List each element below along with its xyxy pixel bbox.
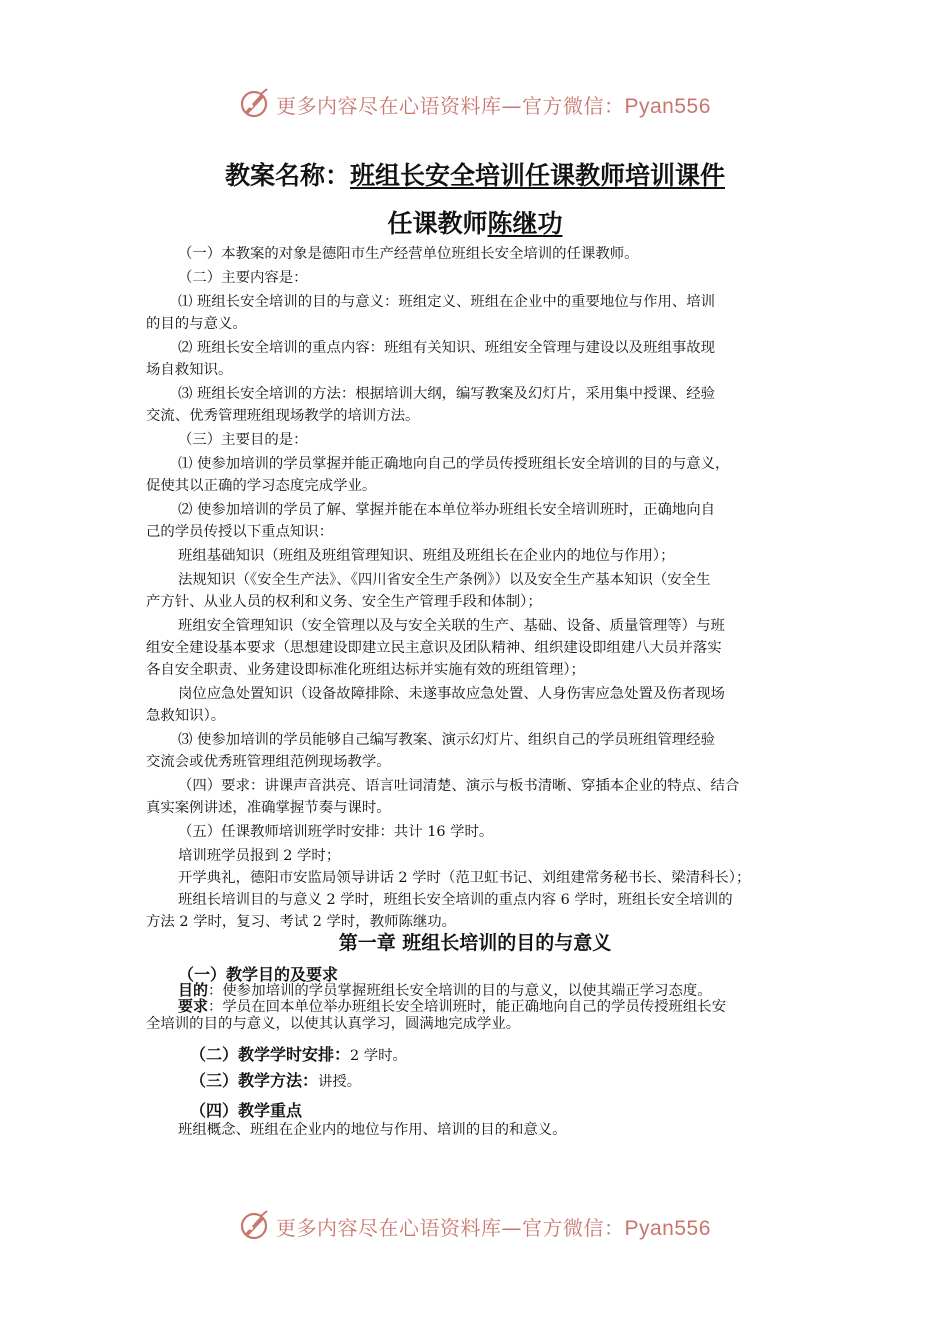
instructor-subtitle: 任课教师陈继功 — [387, 209, 563, 238]
pen-quill-logo-icon — [237, 1208, 271, 1242]
intro-line: 法规知识（《安全生产法》、《四川省安全生产条例》）以及安全生产基本知识（安全生 — [178, 572, 711, 588]
goal-label: 目的 — [178, 981, 209, 999]
intro-line: 各自安全职责、业务建设即标准化班组达标并实施有效的班组管理）； — [146, 662, 585, 678]
pen-quill-logo-icon — [237, 86, 271, 120]
key-points-text: 班组概念、班组在企业内的地位与作用、培训的目的和意义。 — [178, 1122, 567, 1138]
intro-line: ⑶ 班组长安全培训的方法：根据培训大纲，编写教案及幻灯片，采用集中授课、经验 — [178, 386, 716, 402]
intro-line: 交流、优秀管理班组现场教学的培训方法。 — [146, 408, 420, 424]
watermark-text: 更多内容尽在心语资料库—官方微信：Pyan556 — [276, 94, 711, 118]
intro-line: 急救知识）。 — [146, 708, 226, 724]
section-heading-method: （三）教学方法：讲授。 — [190, 1071, 362, 1090]
section-heading-objectives: （一）教学目的及要求 — [178, 965, 339, 984]
chapter-title: 第一章 班组长培训的目的与意义 — [338, 932, 612, 954]
intro-line: 促使其以正确的学习态度完成学业。 — [146, 478, 377, 494]
intro-line: ⑵ 班组长安全培训的重点内容：班组有关知识、班组安全管理与建设以及班组事故现 — [178, 340, 716, 356]
intro-line: （四）要求：讲课声音洪亮、语言吐词清楚、演示与板书清晰、穿插本企业的特点、结合 — [178, 778, 740, 794]
intro-line: 的目的与意义。 — [146, 316, 247, 332]
requirement-line-cont: 全培训的目的与意义，以使其认真学习，圆满地完成学业。 — [146, 1016, 521, 1032]
requirement-line: 要求：学员在回本单位举办班组长安全培训班时，能正确地向自己的学员传授班组长安 — [178, 997, 727, 1015]
intro-line: （二）主要内容是： — [178, 270, 308, 286]
intro-line: 班组长培训目的与意义 2 学时，班组长安全培训的重点内容 6 学时，班组长安全培训的 — [178, 892, 733, 908]
document-title: 教案名称：班组长安全培训任课教师培训课件 — [224, 161, 726, 190]
intro-line: ⑶ 使参加培训的学员能够自己编写教案、演示幻灯片、组织自己的学员班组管理经验 — [178, 732, 716, 748]
intro-line: 场自救知识。 — [146, 362, 233, 378]
intro-line: 己的学员传授以下重点知识： — [146, 524, 334, 540]
intro-line: 岗位应急处置知识（设备故障排除、未遂事故应急处置、人身伤害应急处置及伤者现场 — [178, 686, 725, 702]
intro-line: 班组安全管理知识（安全管理以及与安全关联的生产、基础、设备、质量管理等）与班 — [178, 618, 725, 634]
intro-line: 真实案例讲述，准确掌握节奏与课时。 — [146, 800, 391, 816]
intro-line: （三）主要目的是： — [178, 432, 308, 448]
watermark-text: 更多内容尽在心语资料库—官方微信：Pyan556 — [276, 1216, 711, 1240]
intro-line: 培训班学员报到 2 学时； — [178, 848, 341, 864]
intro-line: 班组基础知识（班组及班组管理知识、班组及班组长在企业内的地位与作用）； — [178, 548, 675, 564]
section-heading-key-points: （四）教学重点 — [190, 1101, 303, 1120]
intro-line: ⑵ 使参加培训的学员了解、掌握并能在本单位举办班组长安全培训班时，正确地向自 — [178, 502, 716, 518]
intro-line: 交流会或优秀班管理组范例现场教学。 — [146, 754, 391, 770]
wechat-id: Pyan556 — [624, 1217, 711, 1240]
intro-line: ⑴ 班组长安全培训的目的与意义：班组定义、班组在企业中的重要地位与作用、培训 — [178, 294, 716, 310]
intro-line: （一）本教案的对象是德阳市生产经营单位班组长安全培训的任课教师。 — [178, 246, 639, 262]
intro-line: 组安全建设基本要求（思想建设即建立民主意识及团队精神、组织建设即组建八大员并落实 — [146, 640, 722, 656]
watermark-footer — [0, 1206, 950, 1246]
wechat-id: Pyan556 — [624, 95, 711, 118]
requirement-label: 要求 — [178, 997, 209, 1015]
section-heading-hours: （二）教学学时安排：2 学时。 — [190, 1045, 407, 1064]
intro-line: 开学典礼，德阳市安监局领导讲话 2 学时（范卫虹书记、刘组建常务秘书长、梁清科长）； — [178, 870, 751, 886]
goal-line: 目的：使参加培训的学员掌握班组长安全培训的目的与意义，以使其端正学习态度。 — [178, 981, 712, 999]
watermark-header — [0, 84, 950, 124]
intro-line: 产方针、从业人员的权利和义务、安全生产管理手段和体制）； — [146, 594, 542, 610]
intro-line: （五）任课教师培训班学时安排：共计 16 学时。 — [178, 824, 494, 840]
intro-line: 方法 2 学时，复习、考试 2 学时，教师陈继功。 — [146, 914, 457, 930]
intro-line: ⑴ 使参加培训的学员掌握并能正确地向自己的学员传授班组长安全培训的目的与意义， — [178, 456, 730, 472]
